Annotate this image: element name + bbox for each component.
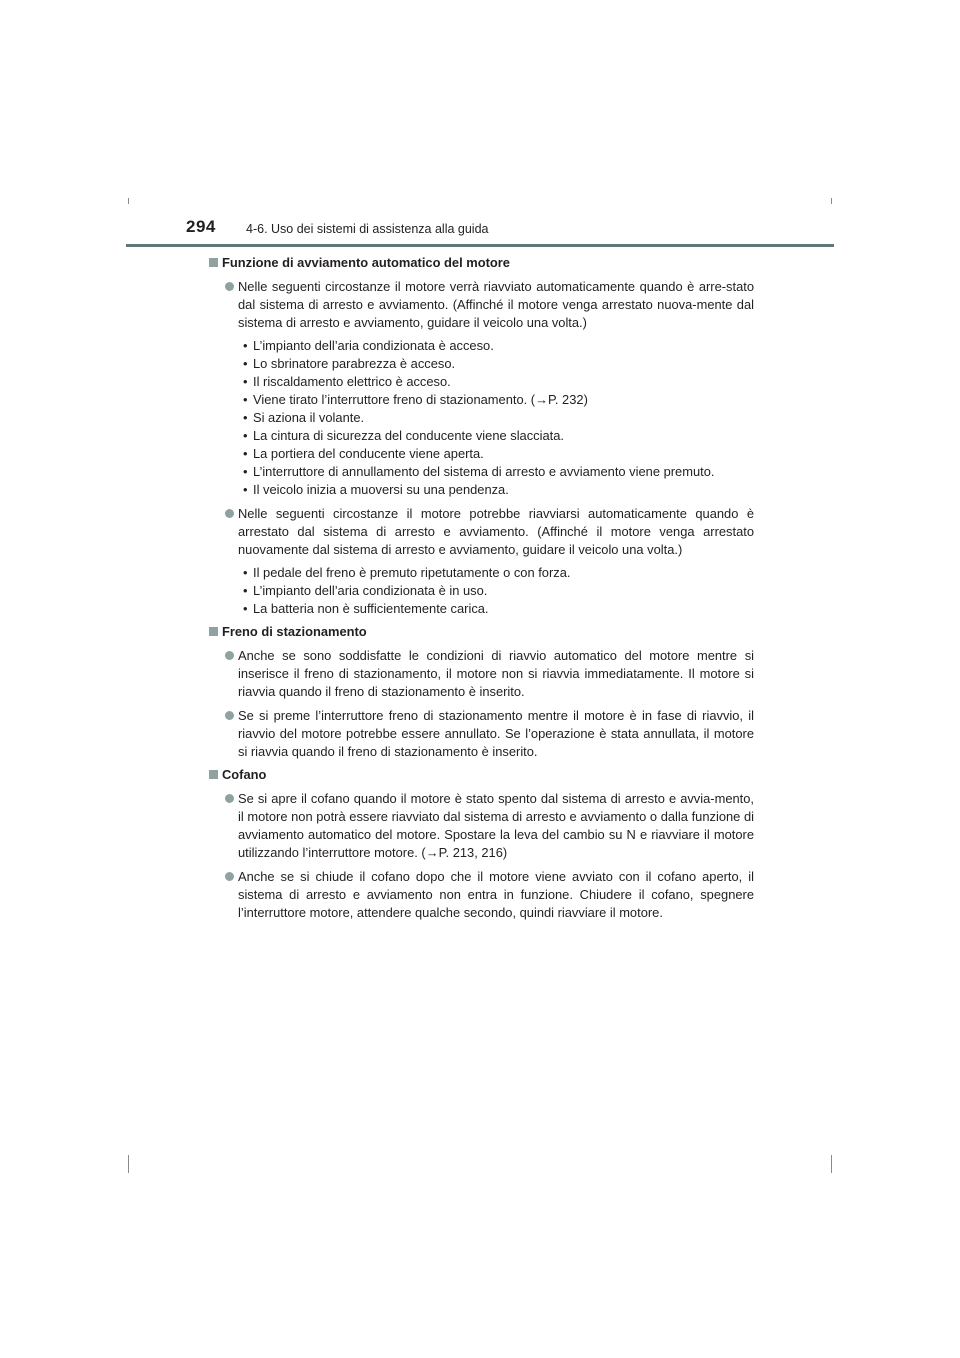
crop-mark-bottom-right: [831, 1155, 832, 1173]
bullet-point: [209, 790, 754, 862]
square-bullet-icon: [209, 627, 218, 636]
section-block: [209, 623, 754, 761]
sub-list-item: • La batteria non è sufficientemente carica.: [243, 600, 754, 618]
sub-list: [243, 564, 754, 618]
sub-list-item: • La portiera del conducente viene aperta.: [243, 445, 754, 463]
sub-list-item: • Viene tirato l’interruttore freno di stazionamento. (→P. 232): [243, 391, 754, 409]
section-heading-text: Freno di stazionamento: [222, 624, 367, 639]
sub-list-item: • La cintura di sicurezza del conducente viene slacciata.: [243, 427, 754, 445]
bullet-text: Se si apre il cofano quando il motore è stato spento dal sistema di arresto e avvia-mento, il motore non potrà essere riavviato dal sistema di arresto e avviamento o dalla funzione di avviamento automatico del motore. Spostare la leva del cambio su N e riavviare il motore utilizzando l’interruttore motore. (→P. 213, 216): [238, 791, 754, 860]
page-content: [209, 254, 754, 927]
section-heading-text: Funzione di avviamento automatico del motore: [222, 255, 510, 270]
bullet-text: Anche se sono soddisfatte le condizioni di riavvio automatico del motore mentre si inserisce il freno di stazionamento, il motore non si riavvia immediatamente. Il motore si riavvia quando il freno di stazionamento è inserito.: [238, 648, 754, 699]
round-bullet-icon: [225, 794, 234, 803]
sub-list-item: • Il veicolo inizia a muoversi su una pendenza.: [243, 481, 754, 499]
bullet-text: Nelle seguenti circostanze il motore verrà riavviato automaticamente quando è arre-stato dal sistema di arresto e avviamento. (Affinché il motore venga arrestato nuova-mente dal sistema di arresto e avviamento, guidare il veicolo una volta.): [238, 279, 754, 330]
sub-list: [243, 337, 754, 499]
sub-list-item: • Si aziona il volante.: [243, 409, 754, 427]
square-bullet-icon: [209, 258, 218, 267]
sub-list-item: • L’interruttore di annullamento del sistema di arresto e avviamento viene premuto.: [243, 463, 754, 481]
sub-list-item: • Il riscaldamento elettrico è acceso.: [243, 373, 754, 391]
round-bullet-icon: [225, 872, 234, 881]
round-bullet-icon: [225, 711, 234, 720]
round-bullet-icon: [225, 282, 234, 291]
section-heading: [209, 254, 754, 272]
section-heading: [209, 766, 754, 784]
sub-list-item: • L’impianto dell’aria condizionata è in uso.: [243, 582, 754, 600]
section-heading-text: Cofano: [222, 767, 267, 782]
section-block: [209, 254, 754, 618]
section-block: [209, 766, 754, 922]
round-bullet-icon: [225, 651, 234, 660]
bullet-point: [209, 707, 754, 761]
bullet-point: [209, 505, 754, 559]
sub-list-item: • L’impianto dell’aria condizionata è acceso.: [243, 337, 754, 355]
bullet-point: [209, 647, 754, 701]
header-rule: [126, 244, 834, 247]
sub-list-item: • Il pedale del freno è premuto ripetutamente o con forza.: [243, 564, 754, 582]
section-heading: [209, 623, 754, 641]
square-bullet-icon: [209, 770, 218, 779]
bullet-text: Se si preme l’interruttore freno di stazionamento mentre il motore è in fase di riavvio, il riavvio del motore potrebbe essere annullato. Se l’operazione è stata annullata, il motore si riavvia quando il freno di stazionamento è inserito.: [238, 708, 754, 759]
sub-list-item: • Lo sbrinatore parabrezza è acceso.: [243, 355, 754, 373]
round-bullet-icon: [225, 509, 234, 518]
page-number: 294: [186, 217, 216, 236]
crop-mark-top-right: [831, 198, 832, 204]
bullet-point: [209, 868, 754, 922]
crop-mark-top-left: [128, 198, 129, 204]
crop-mark-bottom-left: [128, 1155, 129, 1173]
bullet-text: Anche se si chiude il cofano dopo che il motore viene avviato con il cofano aperto, il sistema di arresto e avviamento non entra in funzione. Chiudere il cofano, spegnere l’interruttore motore, attendere qualche secondo, quindi riavviare il motore.: [238, 869, 754, 920]
bullet-text: Nelle seguenti circostanze il motore potrebbe riavviarsi automaticamente quando è arrestato dal sistema di arresto e avviamento. (Affinché il motore venga arrestato nuovamente dal sistema di arresto e avviamento, guidare il veicolo una volta.): [238, 506, 754, 557]
section-title: 4-6. Uso dei sistemi di assistenza alla guida: [246, 222, 489, 236]
bullet-point: [209, 278, 754, 332]
